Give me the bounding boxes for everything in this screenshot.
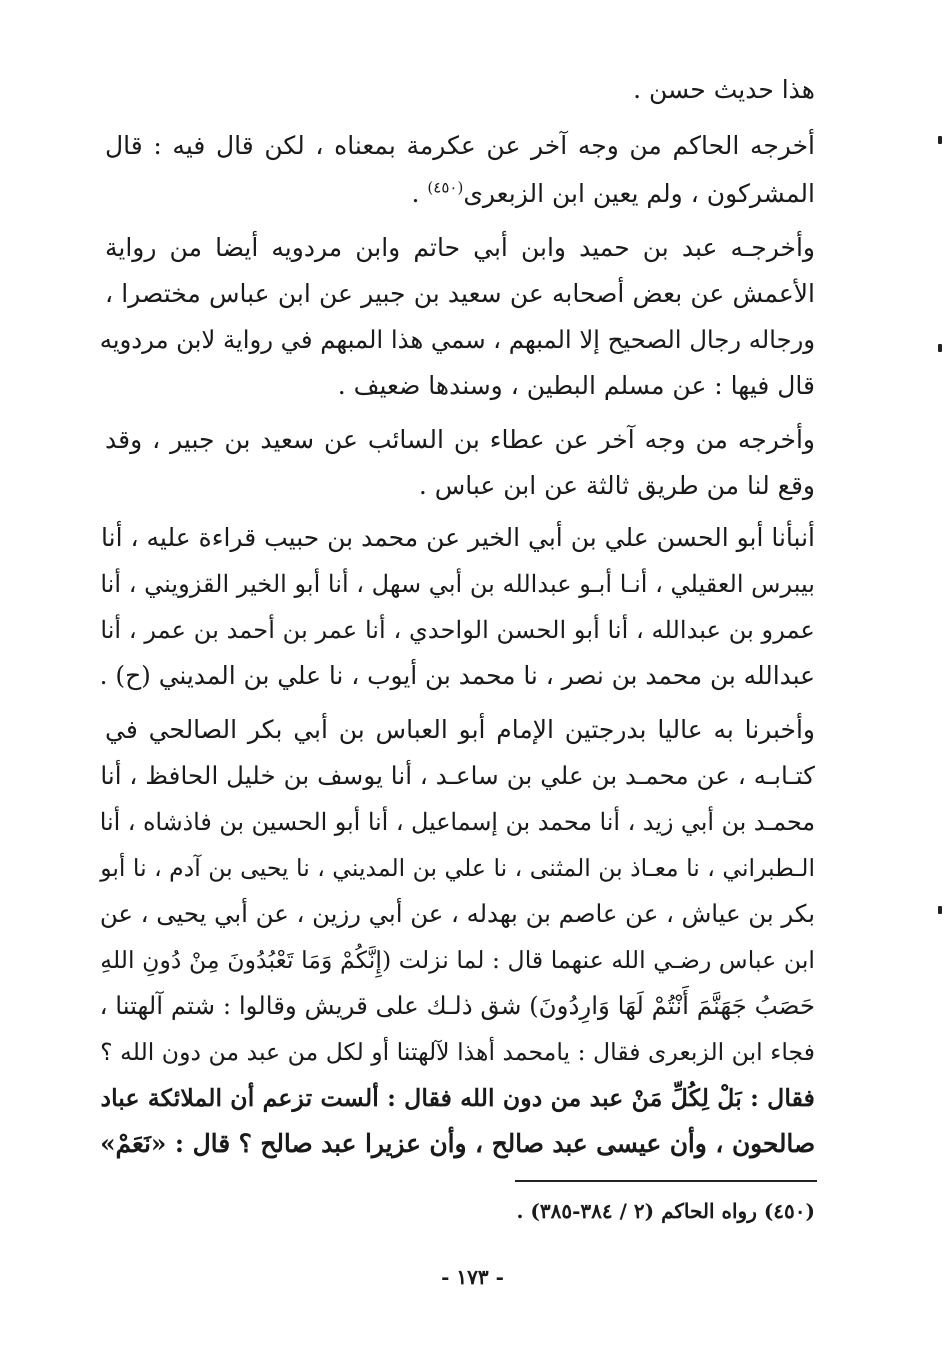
footnote: (٤٥٠) رواه الحاكم (٢ / ٣٨٤-٣٨٥) . [516,1199,815,1223]
text-line-with-note [412,174,815,214]
footnote-separator [515,1180,817,1182]
margin-mark [938,906,942,914]
text-line: وأخرجه من وجه آخر عن عطاء بن السائب عن سعيد بن جبير ، وقد [105,425,815,454]
page-number: - ١٧٣ - [441,1265,504,1289]
text-line: حَصَبُ جَهَنَّمَ أَنْتُمْ لَهَا وَارِدُونَ) شق ذلـك على قريش وقالوا : شتم آلهتنا ، [99,991,815,1020]
text-line: وأخرجـه عبد بن حميد وابن أبي حاتم وابن مردويه أيضا من رواية [105,233,815,262]
text-line: هذا حديث حسن . [633,75,815,104]
text-fragment: . [411,179,428,208]
text-line: الأعمش عن بعض أصحابه عن سعيد بن جبير عن ابن عباس مختصرا ، [105,279,815,308]
text-line: الـطبراني ، نا معـاذ بن المثنى ، نا علي بن المديني ، نا يحيى بن آدم ، نا أبو [100,854,815,882]
text-line: أخرجه الحاكم من وجه آخر عن عكرمة بمعناه ، لكن قال فيه : قال [105,131,815,160]
text-line: قال فيها : عن مسلم البطين ، وسندها ضعيف . [337,371,815,400]
text-line: فجاء ابن الزبعرى فقال : يامحمد أهذا لآلهتنا أو لكل من عبد من دون الله ؟ [100,1038,815,1066]
text-line: صالحون ، وأن عيسى عبد صالح ، وأن عزيرا عبد صالح ؟ قال : «نَعَمْ» [100,1129,815,1158]
text-line: ورجاله رجال الصحيح إلا المبهم ، سمي هذا المبهم في رواية لابن مردويه [99,325,815,354]
text-line: بيبرس العقيلي ، أنـا أبـو عبدالله بن أبي سهل ، أنا أبو الخير القزويني ، أنا [100,570,815,598]
margin-mark [938,344,942,352]
text-line: كتـابـه ، عن محمـد بن علي بن ساعـد ، أنا يوسف بن خليل الحافظ ، أنا [100,761,815,790]
footnote-reference[interactable]: (٤٥٠) [427,178,464,197]
text-line: عبدالله بن محمد بن نصر ، نا محمد بن أيوب ، نا علي بن المديني (ح) . [99,661,815,690]
text-line: بكر بن عياش ، عن عاصم بن بهدله ، عن أبي رزين ، عن أبي يحيى ، عن [99,899,815,928]
text-line: أنبأنا أبو الحسن علي بن أبي الخير عن محمد بن حبيب قراءة عليه ، أنا [101,523,815,552]
text-line: عمرو بن عبدالله ، أنا أبو الحسن الواحدي ، أنا عمر بن أحمد بن عمر ، أنا [100,616,815,644]
text-line: فقال : بَلْ لِكُلِّ مَنْ عبد من دون الله فقال : ألست تزعم أن الملائكة عباد [100,1084,815,1112]
text-fragment: المشركون ، ولم يعين ابن الزبعرى [463,179,815,208]
text-line: محمـد بن أبي زيد ، أنا محمد بن إسماعيل ، أنا أبو الحسين بن فاذشاه ، أنا [99,808,815,836]
text-line: وقع لنا من طريق ثالثة عن ابن عباس . [418,471,815,500]
margin-mark [938,136,942,144]
text-line: ابن عباس رضـي الله عنهما قال : لما نزلت (إِنَّكُمْ وَمَا تَعْبُدُونَ مِنْ دُونِ اللهِ [100,946,815,974]
text-line: وأخبرنا به عاليا بدرجتين الإمام أبو العباس بن أبي بكر الصالحي في [105,715,815,744]
